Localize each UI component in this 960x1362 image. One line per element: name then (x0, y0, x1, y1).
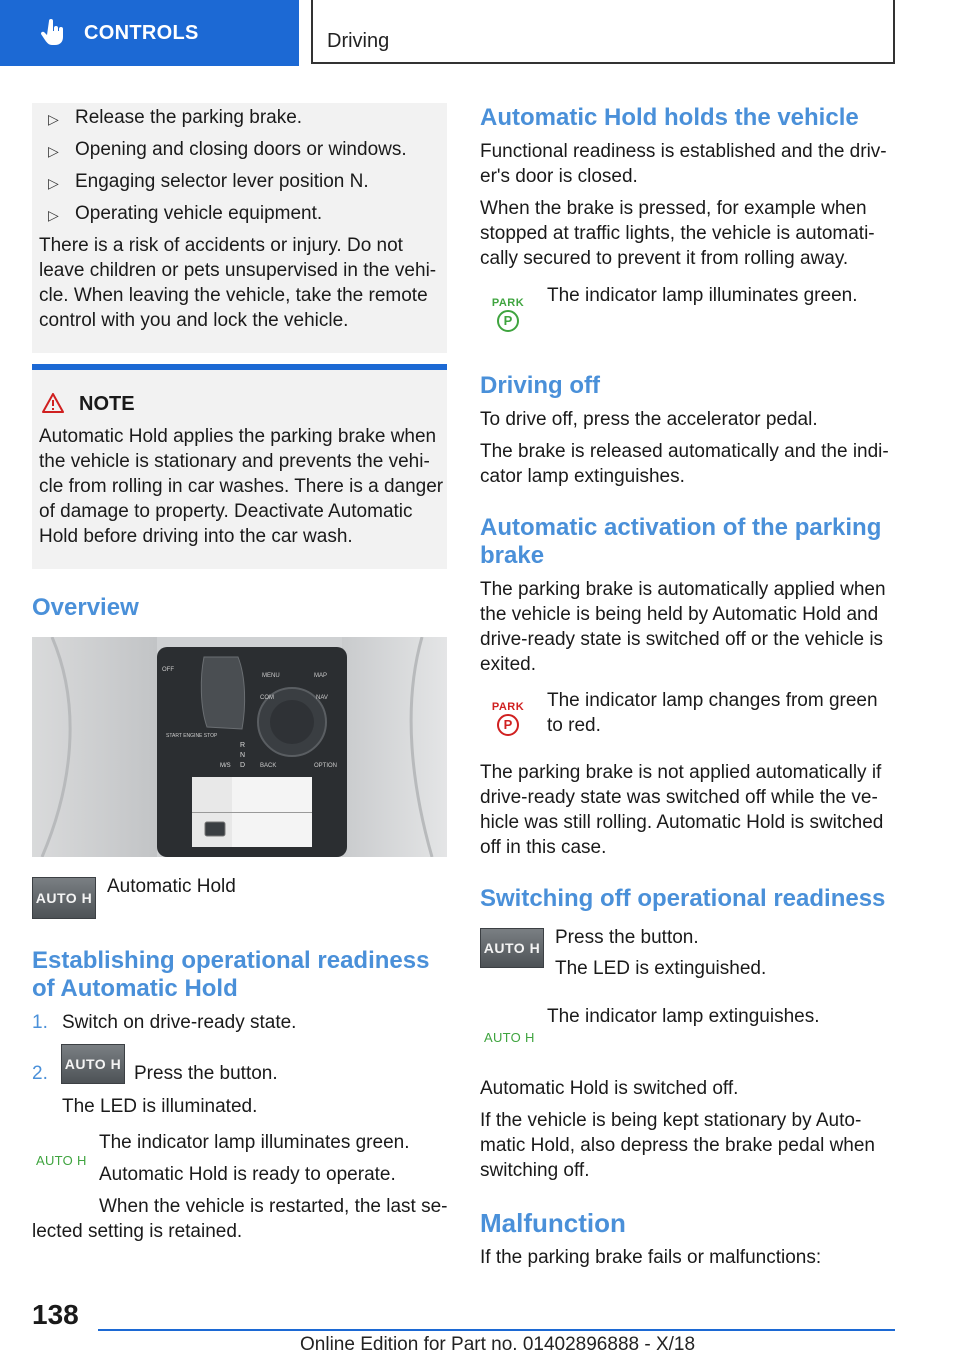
console-gear-d: D (240, 762, 246, 769)
note-text: Automatic Hold applies the parking brake when the vehicle is stationary and prevents the vehi- cle from rolling in car washes. There is a danger of damage to property. Deactivate Automatic Hold before driving into the car wash. (39, 426, 444, 547)
console-label-start: START ENGINE STOP (166, 733, 218, 739)
section-label: CONTROLS (84, 21, 199, 44)
overview-caption: Automatic Hold (107, 876, 236, 897)
ready-text: Automatic Hold is ready to operate. (99, 1164, 396, 1185)
warning-bullet-1: Release the parking brake. (75, 107, 303, 128)
holds-lamp-text: The indicator lamp illuminates green. (547, 285, 858, 306)
page-number: 138 (32, 1299, 79, 1330)
malfunction-heading: Malfunction (480, 1208, 626, 1238)
switching-off-paragraph-1: Automatic Hold is switched off. (480, 1078, 739, 1099)
park-red-lamp-icon (490, 701, 526, 741)
driving-off-heading: Driving off (480, 372, 600, 399)
bullet-triangle-icon: ▷ (48, 111, 59, 127)
lamp-green-text: The indicator lamp illuminates green. (99, 1132, 410, 1153)
footer-divider (98, 1329, 895, 1331)
restart-text-1: When the vehicle is restarted, the last se- (99, 1196, 448, 1217)
restart-text-2: lected setting is retained. (32, 1221, 243, 1242)
switching-off-led: The LED is extinguished. (555, 958, 767, 979)
driving-off-paragraph-1: To drive off, press the accelerator pedal. (480, 409, 818, 430)
console-label-map: MAP (314, 673, 328, 679)
center-console-photo (32, 637, 447, 857)
console-label-menu: MENU (262, 673, 280, 679)
park-symbol: P (497, 714, 519, 736)
led-illuminated-text: The LED is illuminated. (62, 1096, 258, 1117)
console-gear-ms: M/S (220, 763, 231, 769)
establishing-heading: Establishing operational readiness of Automatic Hold (32, 947, 430, 1002)
footer-edition: Online Edition for Part no. 01402896888 - X/18 (300, 1334, 696, 1355)
bullet-triangle-icon: ▷ (48, 175, 59, 191)
auto-h-button: AUTO H (61, 1044, 125, 1084)
auto-activation-paragraph-1: The parking brake is automatically applied when the vehicle is being held by Automatic Hold and drive-ready state is switched off or the vehicle is exited. (480, 579, 886, 675)
console-label-back: BACK (260, 763, 277, 769)
console-gear-n: N (240, 752, 246, 759)
overview-heading: Overview (32, 594, 139, 621)
switching-off-press: Press the button. (555, 927, 699, 948)
auto-activation-paragraph-2: The parking brake is not applied automatically if drive-ready state was switched off while the ve- hicle was still rolling. Automatic Hold is switched off in this case. (480, 762, 884, 858)
console-label-com: COM (260, 695, 274, 701)
step-2-number: 2. (32, 1063, 48, 1084)
warning-triangle-icon (42, 393, 64, 413)
auto-activation-lamp-text: The indicator lamp changes from green to red. (547, 690, 878, 736)
holds-paragraph-2: When the brake is pressed, for example when stopped at traffic lights, the vehicle is automati- cally secured to prevent it from rolling away. (480, 198, 875, 269)
note-title: NOTE (79, 393, 135, 415)
auto-h-button: AUTO H (480, 928, 544, 968)
section-tab[interactable] (0, 0, 299, 66)
hand-pointer-icon (40, 19, 66, 47)
console-label-off: OFF (162, 667, 174, 673)
driving-off-paragraph-2: The brake is released automatically and the indi- cator lamp extinguishes. (480, 441, 889, 487)
step-1-number: 1. (32, 1012, 48, 1033)
park-symbol: P (497, 310, 519, 332)
warning-text: There is a risk of accidents or injury. Do not leave children or pets unsupervised in the vehi- cle. When leaving the vehicle, take the remote control with you and lock the vehicle. (39, 235, 437, 331)
warning-bullet-4: Operating vehicle equipment. (75, 203, 323, 224)
holds-heading: Automatic Hold holds the vehicle (480, 104, 859, 131)
bullet-triangle-icon: ▷ (48, 143, 59, 159)
switching-off-lamp-text: The indicator lamp extinguishes. (547, 1006, 820, 1027)
warning-bullet-2: Opening and closing doors or windows. (75, 139, 407, 160)
auto-h-indicator-lamp: AUTO H (484, 1030, 535, 1045)
warning-bullet-3: Engaging selector lever position N. (75, 171, 369, 192)
auto-activation-heading: Automatic activation of the parking brake (480, 514, 882, 569)
auto-h-button: AUTO H (32, 877, 96, 919)
park-label: PARK (491, 701, 525, 713)
bullet-triangle-icon: ▷ (48, 207, 59, 223)
park-label: PARK (491, 297, 525, 309)
console-label-option: OPTION (314, 763, 338, 769)
holds-paragraph-1: Functional readiness is established and the driv- er's door is closed. (480, 141, 887, 187)
auto-h-indicator-lamp: AUTO H (36, 1153, 87, 1168)
chapter-label: Driving (327, 30, 390, 52)
chapter-header (311, 0, 895, 64)
console-label-nav: NAV (316, 695, 328, 701)
console-gear-r: R (240, 742, 246, 749)
step-2-text: Press the button. (134, 1063, 278, 1084)
park-green-lamp-icon (490, 297, 526, 337)
malfunction-paragraph-1: If the parking brake fails or malfunctions: (480, 1247, 822, 1268)
step-1-text: Switch on drive-ready state. (62, 1012, 297, 1033)
switching-off-paragraph-2: If the vehicle is being kept stationary by Auto- matic Hold, also depress the brake pedal when switching off. (480, 1110, 876, 1181)
switching-off-heading: Switching off operational readiness (480, 885, 886, 912)
